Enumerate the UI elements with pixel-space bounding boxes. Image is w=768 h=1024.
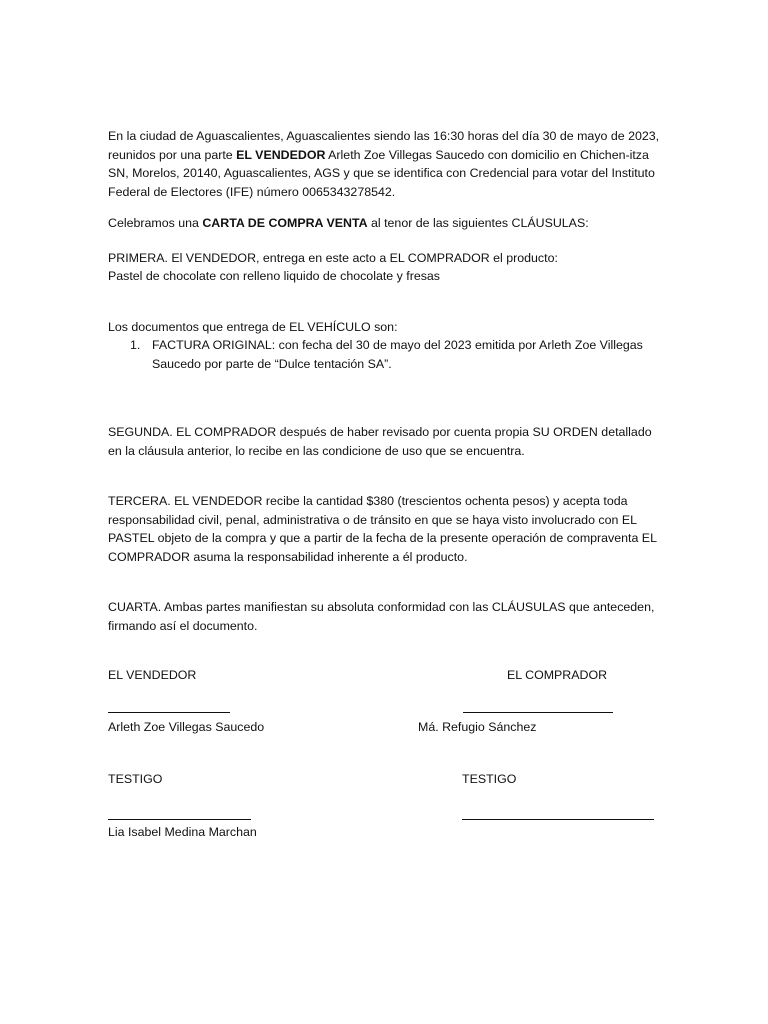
primera-line-1: PRIMERA. El VENDEDOR, entrega en este acto a EL COMPRADOR el producto:: [108, 251, 558, 265]
testigo-right-signature-line: [462, 819, 654, 820]
intro-paragraph: [108, 127, 668, 201]
vendedor-signature-line: [108, 712, 230, 713]
comprador-signature-line: [463, 712, 613, 713]
celebramos-text-2: al tenor de las siguientes CLÁUSULAS:: [367, 216, 589, 230]
intro-vendedor-bold: EL VENDEDOR: [236, 147, 326, 162]
vendedor-name: Arleth Zoe Villegas Saucedo: [108, 720, 265, 734]
testigo-left-signature-line: [108, 819, 251, 820]
comprador-name: Má. Refugio Sánchez: [418, 720, 537, 734]
tercera-paragraph: TERCERA. EL VENDEDOR recibe la cantidad $380 (trescientos ochenta pesos) y acepta toda responsabilidad civil, penal, administrativa o de tránsito en que se haya visto involucrado con EL PASTEL objeto de la compra y que a partir de la fecha de la presente operación de compraventa EL COMPRADOR asuma la responsabilidad inherente a él producto.: [108, 494, 657, 564]
cuarta-paragraph: CUARTA. Ambas partes manifiestan su absoluta conformidad con las CLÁUSULAS que anteceden, firmando así el documento.: [108, 600, 655, 633]
testigo-left-title: TESTIGO: [108, 772, 163, 786]
list-item-text: FACTURA ORIGINAL: con fecha del 30 de mayo del 2023 emitida por Arleth Zoe Villegas Saucedo por parte de “Dulce tentación SA”.: [152, 338, 643, 371]
testigo-right-title: TESTIGO: [462, 772, 517, 786]
intro-text-1: En la ciudad de Aguascalientes, Aguascalientes siendo las 16:30 horas del día 30 de mayo de 2023, reunidos por una parte: [108, 129, 660, 162]
vendedor-title: EL VENDEDOR: [108, 668, 197, 682]
celebramos-text-1: Celebramos una: [108, 216, 203, 230]
documentos-list-item: [108, 336, 668, 373]
celebramos-bold: CARTA DE COMPRA VENTA: [202, 216, 368, 230]
documentos-heading: Los documentos que entrega de EL VEHÍCULO son:: [108, 320, 398, 334]
comprador-title: EL COMPRADOR: [507, 668, 608, 682]
intro-text-2: Arleth Zoe Villegas Saucedo con domicilio en Chichen-itza SN, Morelos, 20140, Aguascalientes, AGS y que se identifica con Credencial para votar del Instituto Federal de Electores (IFE) número 0065343278542.: [108, 147, 655, 199]
list-item-number: 1.: [130, 338, 141, 352]
segunda-paragraph: SEGUNDA. EL COMPRADOR después de haber revisado por cuenta propia SU ORDEN detallado en la cláusula anterior, lo recibe en las condicione de uso que se encuentra.: [108, 425, 652, 458]
testigo-left-name: Lia Isabel Medina Marchan: [108, 825, 257, 839]
celebramos-paragraph: [108, 214, 668, 233]
primera-line-2: Pastel de chocolate con relleno liquido de chocolate y fresas: [108, 269, 441, 283]
